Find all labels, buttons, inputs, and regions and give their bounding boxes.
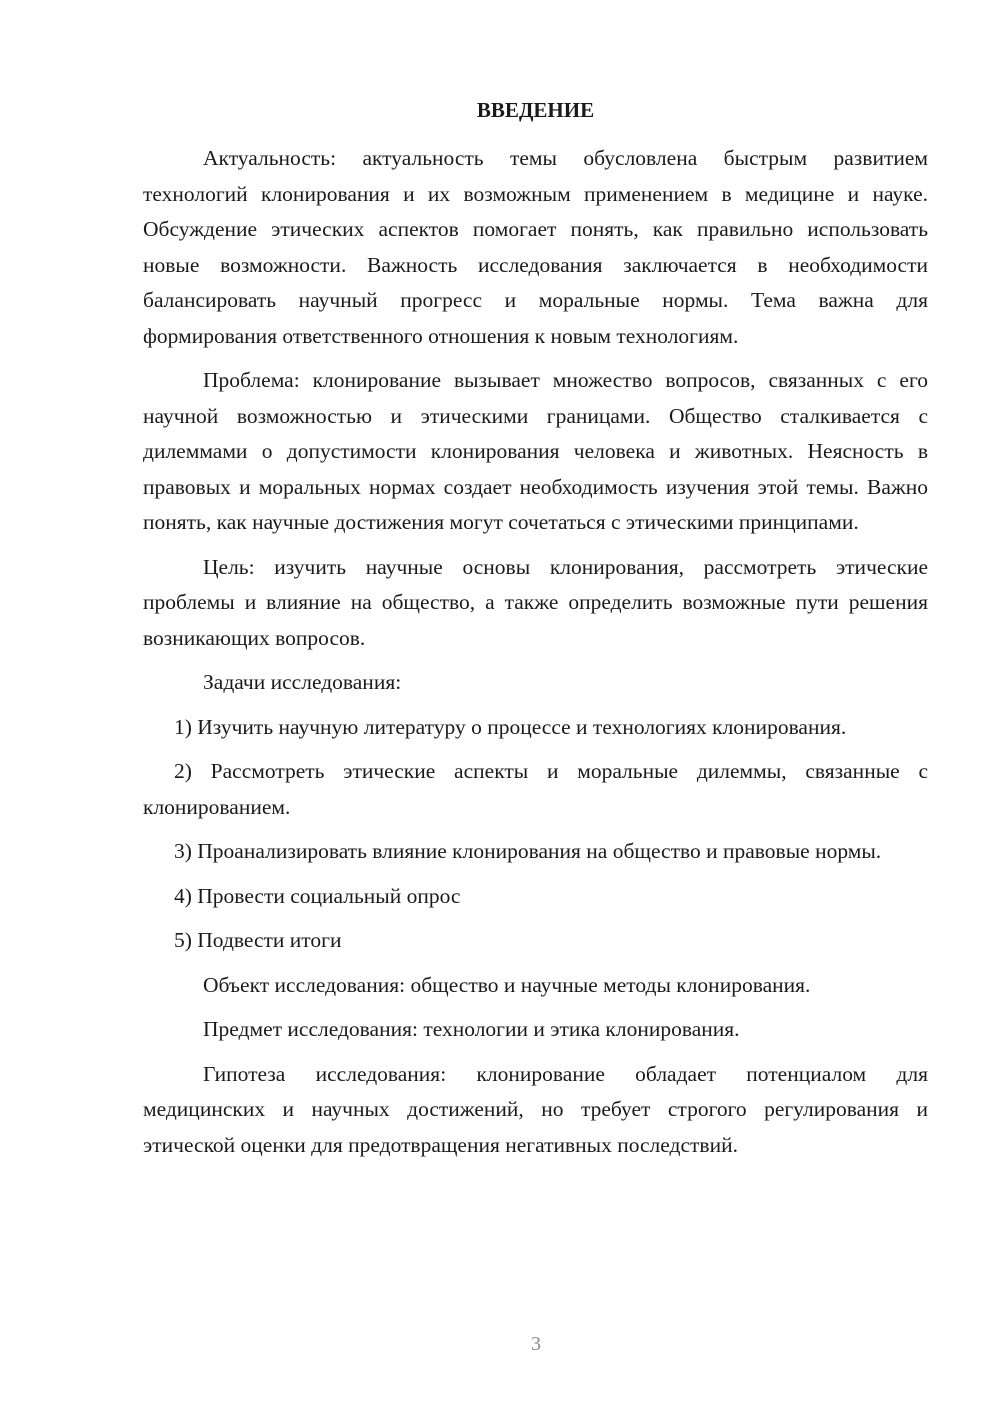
paragraph-subject: Предмет исследования: технологии и этика клонирования. [203, 1017, 740, 1041]
paragraph-object: Объект исследования: общество и научные методы клонирования. [203, 972, 811, 997]
list-item: 3) Проанализировать влияние клонирования на общество и правовые нормы. [174, 839, 882, 863]
paragraph-goal: Цель: изучить научные основы клонирования, рассмотреть этические проблемы и влияние на общество, а также определить возможные пути решения возникающих вопросов. [143, 554, 928, 650]
paragraph-relevance: Актуальность: актуальность темы обусловлена быстрым развитием технологий клонирования и их возможным применением в медицине и науке. Обсуждение этических аспектов помогает понять, как правильно использовать новые возможности. Важность исследования заключается в необходимости балансировать научный прогресс и моральные нормы. Тема важна для формирования ответственного отношения к новым технологиям. [143, 146, 928, 348]
paragraph-problem: Проблема: клонирование вызывает множество вопросов, связанных с его научной возможностью и этическими границами. Общество сталкивается с дилеммами о допустимости клонирования человека и животных. Неясность в правовых и моральных нормах создает необходимость изучения этой темы. Важно понять, как научные достижения могут сочетаться с этическими принципами. [143, 368, 928, 534]
list-item: 4) Провести социальный опрос [174, 883, 461, 908]
list-item: 2) Рассмотреть этические аспекты и моральные дилеммы, связанные с клонированием. [143, 759, 928, 819]
list-item: 1) Изучить научную литературу о процессе и технологиях клонирования. [174, 714, 847, 739]
paragraph-hypothesis: Гипотеза исследования: клонирование обладает потенциалом для медицинских и научных достижений, но требует строгого регулирования и этической оценки для предотвращения негативных последствий. [143, 1061, 928, 1157]
tasks-heading: Задачи исследования: [203, 670, 402, 694]
list-item: 5) Подвести итоги [174, 928, 342, 952]
section-title: ВВЕДЕНИЕ [476, 98, 595, 122]
page-content [143, 94, 928, 1172]
page-number: 3 [531, 1333, 541, 1355]
